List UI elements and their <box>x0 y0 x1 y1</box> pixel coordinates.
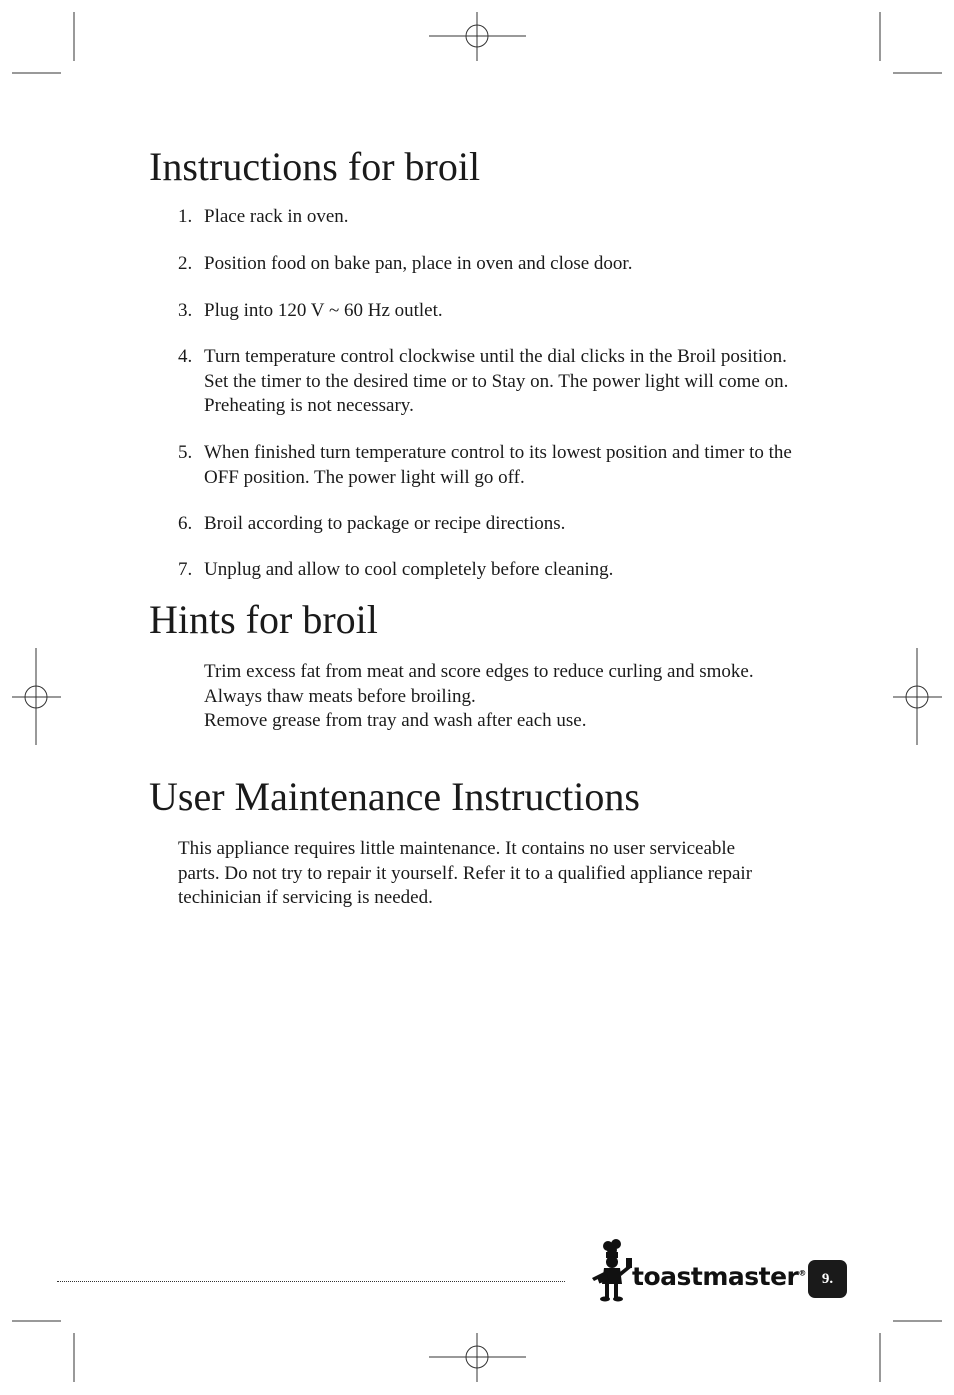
step-number: 6. <box>178 513 193 534</box>
list-item <box>178 512 818 537</box>
hints-list <box>204 660 814 734</box>
list-item <box>178 558 818 583</box>
maintenance-heading: User Maintenance Instructions <box>149 774 640 819</box>
hint-item: Trim excess fat from meat and score edges to reduce curling and smoke. <box>204 661 754 682</box>
hint-item: Always thaw meats before broiling. <box>204 685 476 707</box>
step-text: Plug into 120 V ~ 60 Hz outlet. <box>204 300 443 321</box>
list-item <box>178 252 818 277</box>
step-number: 7. <box>178 559 193 580</box>
chef-mascot-icon <box>590 1238 634 1304</box>
step-number: 4. <box>178 346 193 367</box>
step-text: Turn temperature control clockwise until the dial clicks in the Broil position. Set the timer to the desired time or to Stay on. The power light will come on. Preheating is not necessary. <box>204 346 789 416</box>
page-number: 9. <box>821 1270 834 1287</box>
list-item <box>178 299 818 324</box>
footer-dotted-rule <box>57 1281 565 1282</box>
list-item <box>178 345 803 419</box>
list-item <box>178 441 818 490</box>
toastmaster-logo <box>590 1238 805 1304</box>
step-number: 5. <box>178 442 193 463</box>
step-text: Place rack in oven. <box>204 206 349 227</box>
step-text: Unplug and allow to cool completely before cleaning. <box>204 559 614 580</box>
list-item <box>178 205 818 230</box>
step-text: Position food on bake pan, place in oven and close door. <box>204 253 633 274</box>
step-number: 2. <box>178 253 193 274</box>
hints-heading: Hints for broil <box>149 597 378 642</box>
step-number: 1. <box>178 206 193 227</box>
broil-instructions-heading: Instructions for broil <box>149 144 481 189</box>
maintenance-paragraph: This appliance requires little maintenance. It contains no user serviceable parts. Do not try to repair it yourself. Refer it to a qualified appliance repair techinician if servicing is needed. <box>178 838 753 908</box>
brand-wordmark: toastmaster® <box>632 1262 806 1291</box>
step-number: 3. <box>178 300 193 321</box>
step-text: When finished turn temperature control to its lowest position and timer to the OFF position. The power light will go off. <box>204 442 792 488</box>
hint-item: Remove grease from tray and wash after each use. <box>204 710 587 731</box>
step-text: Broil according to package or recipe directions. <box>204 513 566 534</box>
page-number-badge <box>808 1260 847 1298</box>
